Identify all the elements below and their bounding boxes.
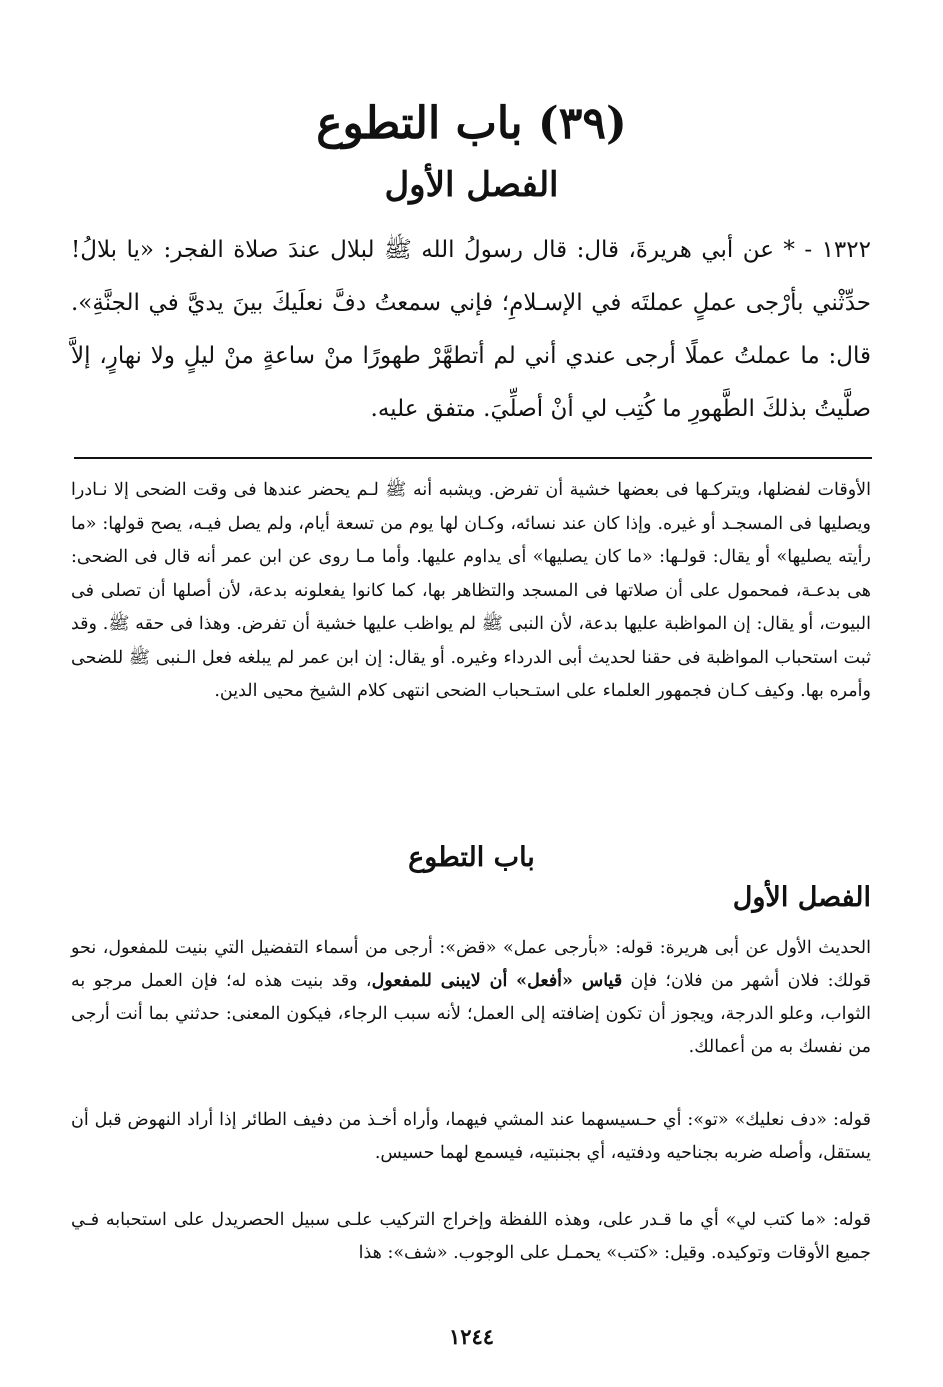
section-title: الفصل الأول (384, 165, 559, 205)
page-number: ١٢٤٤ (448, 1324, 495, 1349)
footnote-divider (74, 457, 872, 459)
commentary-paragraph-1 (71, 932, 871, 1064)
footnote-text: الأوقات لفضلها، ويتركـها فى بعضها خشية أن تفرض. ويشبه أنه ﷺ لـم يحضر عندها فى وقت الضحى إلا نـادرا ويصليها فى المسجـد أو غيره. وإذا كان عند نسائه، وكـان لها يوم من تسعة أيام، ولم يصل فيـه، يصح قولها: «ما رأيته يصليها» أو يقال: قولـها: «ما كان يصليها» أى يداوم عليها. وأما مـا روى عن ابن عمر أنه قال فى الضحى: هى بدعـة، فمحمول على أن صلاتها فى المسجد والتظاهر بها، كما كانوا يفعلونه بدعة، لأن أصلها أن تصلى فى البيوت، أو يقال: إن المواظبة عليها بدعة، لأن النبى ﷺ لم يواظب عليها خشية أن تفرض. وهذا فى حقه ﷺ. وقد ثبت استحباب المواظبة فى حقنا لحديث أبى الدرداء وغيره. أو يقال: إن ابن عمر لم يبلغه فعل الـنبى ﷺ للضحى وأمره بها. وكيف كـان فجمهور العلماء على استـحباب الضحى انتهى كلام الشيخ محيى الدين. (71, 480, 871, 701)
hadith-text: ١٣٢٢ - * عن أبي هريرةَ، قال: قال رسولُ الله ﷺ لبلال عندَ صلاة الفجر: «يا بلالُ! حدِّثْني بأرْجى عملٍ عملتَه في الإسـلامِ؛ فإني سمعتُ دفَّ نعلَيكَ بينَ يديَّ في الجنَّةِ». قال: ما عملتُ عملًا أرجى عندي أني لم أتطهَّرْ طهورًا منْ ساعةٍ منْ ليلٍ ولا نهارٍ، إلاَّ صلَّيتُ بذلكَ الطَّهورِ ما كُتِب لي أنْ أصلِّيَ. متفق عليه. (71, 237, 871, 422)
commentary-1-bold-phrase: قياس «أفعل» أن لايبنى للمفعول (371, 971, 623, 991)
commentary-paragraph-2: قوله: «دف نعليك» «تو»: أي حـسيسهما عند المشي فيهما، وأراه أخـذ من دفيف الطائر إذا أراد النهوض قبل أن يستقل، وأصله ضربه بجناحيه ودفتيه، أي بجنبتيه، فيسمع لهما حسيس. (71, 1110, 871, 1163)
commentary-paragraph-3: قوله: «ما كتب لي» أي ما قـدر على، وهذه اللفظة وإخراج التركيب علـى سبيل الحصريدل على استحبابه فـي جميع الأوقات وتوكيده. وقيل: «كتب» يحمـل على الوجوب. «شف»: هذا (71, 1210, 871, 1263)
commentary-chapter-title: باب التطوع (408, 842, 535, 873)
chapter-title: (٣٩) باب التطوع (316, 98, 627, 149)
commentary-1-part-c: ، وقد بنيت هذه له؛ فإن العمل مرجو به الثواب، وعلو الدرجة، ويجوز أن تكون إضافته إلى العمل؛ لأنه سبب الرجاء، فيكون المعنى: حدثني بما أنت أرجى من نفسك به من أعمالك. (71, 971, 871, 1057)
commentary-section-title: الفصل الأول (732, 882, 871, 913)
commentary-1-part-a: الحديث الأول عن أبى هريرة: قوله: «بأرجى عمل» «قض»: أرجى من أسماء التفضيل التي بنيت للمفعول، نحو قولك: فلان أشهر من فلان؛ فإن (71, 938, 872, 991)
